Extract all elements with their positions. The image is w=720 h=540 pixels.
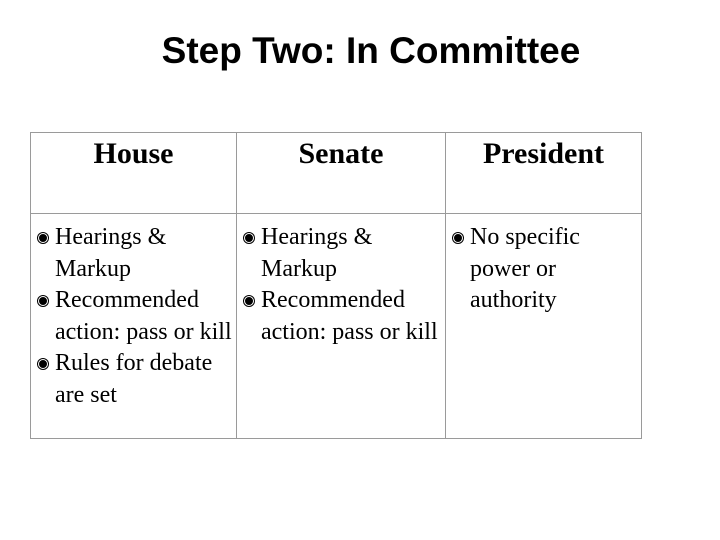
- senate-bullet-list: [241, 222, 445, 348]
- house-bullet-recommended-action: Recommended action: pass or kill: [35, 285, 236, 348]
- president-bullet-list: [450, 222, 641, 317]
- header-house: House: [31, 133, 237, 214]
- comparison-table: [30, 132, 642, 439]
- senate-cell: [237, 214, 446, 438]
- header-senate: Senate: [237, 133, 446, 214]
- header-president: President: [446, 133, 641, 214]
- senate-bullet-hearings: Hearings & Markup: [241, 222, 445, 285]
- house-cell: [31, 214, 237, 438]
- house-bullet-rules-for-debate: Rules for debate are set: [35, 348, 236, 411]
- house-bullet-list: [35, 222, 236, 411]
- house-bullet-hearings: Hearings & Markup: [35, 222, 236, 285]
- president-bullet-no-power: No specific power or authority: [450, 222, 641, 317]
- president-cell: [446, 214, 641, 438]
- slide-title: Step Two: In Committee: [161, 30, 581, 71]
- senate-bullet-recommended-action: Recommended action: pass or kill: [241, 285, 445, 348]
